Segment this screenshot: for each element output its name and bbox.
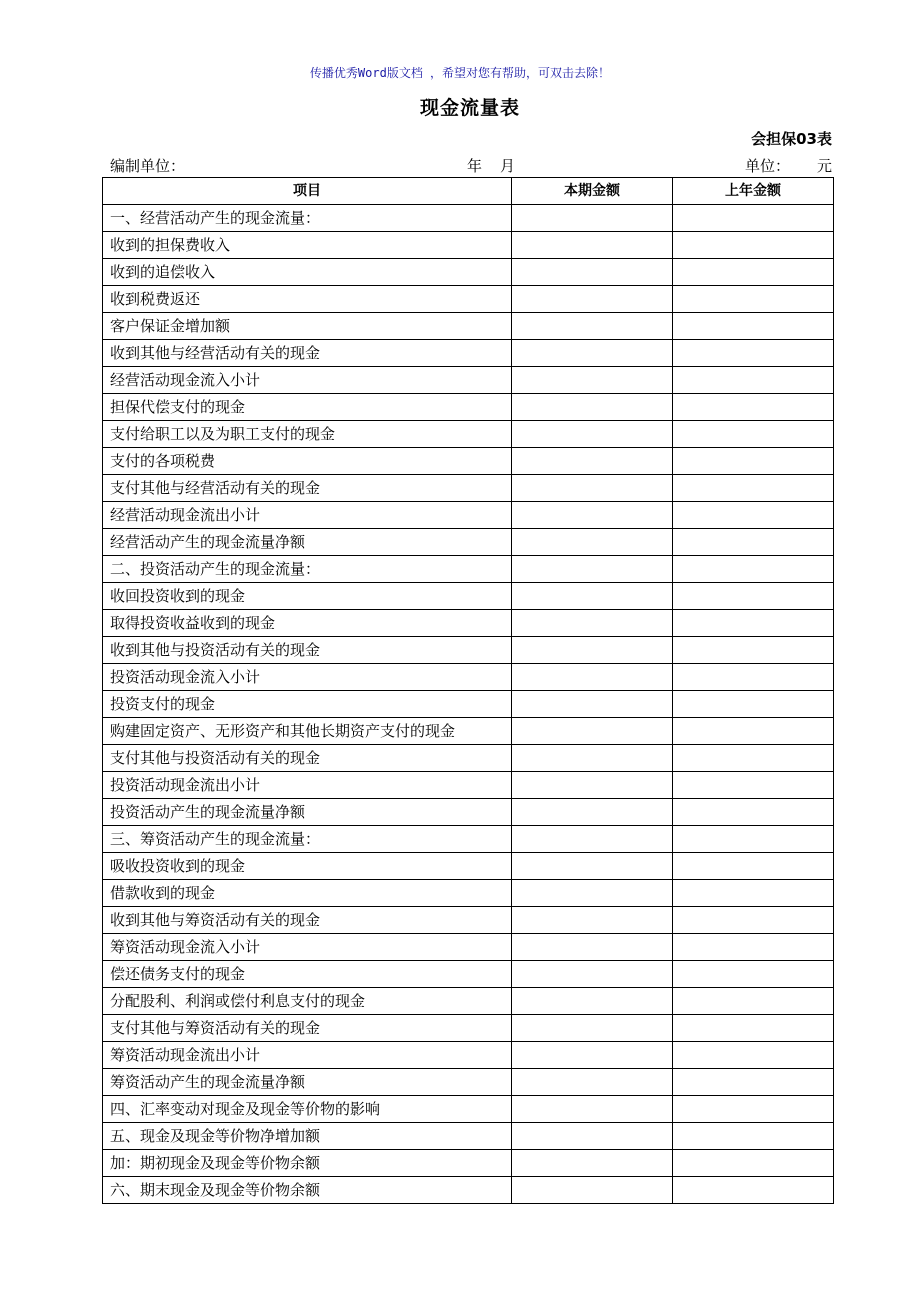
prior-year-amount-cell (673, 961, 834, 988)
prior-year-amount-cell (673, 583, 834, 610)
row-item-label: 收到的追偿收入 (103, 259, 512, 286)
prior-year-amount-cell (673, 772, 834, 799)
row-item-label: 吸收投资收到的现金 (103, 853, 512, 880)
table-row (103, 340, 834, 367)
meta-row (110, 155, 832, 175)
form-code: 会担保03表 (751, 130, 832, 148)
prior-year-amount-cell (673, 826, 834, 853)
prior-year-amount-cell (673, 907, 834, 934)
year-label: 年 (467, 157, 483, 175)
row-item-label: 一、经营活动产生的现金流量： (103, 205, 512, 232)
table-row (103, 1123, 834, 1150)
prior-year-amount-cell (673, 313, 834, 340)
row-item-label: 经营活动现金流入小计 (103, 367, 512, 394)
row-item-label: 投资支付的现金 (103, 691, 512, 718)
reporting-unit-label: 编制单位： (110, 157, 186, 175)
prior-year-amount-cell (673, 718, 834, 745)
row-item-label: 支付其他与投资活动有关的现金 (103, 745, 512, 772)
current-amount-cell (512, 205, 673, 232)
row-item-label: 收到其他与经营活动有关的现金 (103, 340, 512, 367)
prior-year-amount-cell (673, 610, 834, 637)
row-item-label: 收到其他与投资活动有关的现金 (103, 637, 512, 664)
table-row (103, 718, 834, 745)
row-item-label: 四、汇率变动对现金及现金等价物的影响 (103, 1096, 512, 1123)
table-row (103, 232, 834, 259)
row-item-label: 偿还债务支付的现金 (103, 961, 512, 988)
row-item-label: 投资活动现金流出小计 (103, 772, 512, 799)
table-row (103, 1069, 834, 1096)
current-amount-cell (512, 421, 673, 448)
row-item-label: 收到税费返还 (103, 286, 512, 313)
current-amount-cell (512, 1042, 673, 1069)
table-row (103, 799, 834, 826)
current-amount-cell (512, 664, 673, 691)
current-amount-cell (512, 583, 673, 610)
table-row (103, 1015, 834, 1042)
table-row (103, 610, 834, 637)
prior-year-amount-cell (673, 232, 834, 259)
current-amount-cell (512, 502, 673, 529)
prior-year-amount-cell (673, 880, 834, 907)
table-row (103, 529, 834, 556)
current-amount-cell (512, 745, 673, 772)
table-row (103, 502, 834, 529)
prior-year-amount-cell (673, 367, 834, 394)
prior-year-amount-cell (673, 286, 834, 313)
row-item-label: 支付的各项税费 (103, 448, 512, 475)
prior-year-amount-cell (673, 205, 834, 232)
prior-year-amount-cell (673, 1150, 834, 1177)
prior-year-amount-cell (673, 448, 834, 475)
prior-year-amount-cell (673, 556, 834, 583)
prior-year-amount-cell (673, 475, 834, 502)
prior-year-amount-cell (673, 691, 834, 718)
current-amount-cell (512, 1150, 673, 1177)
row-item-label: 筹资活动产生的现金流量净额 (103, 1069, 512, 1096)
prior-year-amount-cell (673, 529, 834, 556)
current-amount-cell (512, 367, 673, 394)
row-item-label: 投资活动产生的现金流量净额 (103, 799, 512, 826)
current-amount-cell (512, 1123, 673, 1150)
row-item-label: 分配股利、利润或偿付利息支付的现金 (103, 988, 512, 1015)
table-body (103, 205, 834, 1204)
current-amount-cell (512, 772, 673, 799)
table-row (103, 772, 834, 799)
row-item-label: 取得投资收益收到的现金 (103, 610, 512, 637)
current-amount-cell (512, 799, 673, 826)
table-row (103, 691, 834, 718)
current-amount-cell (512, 340, 673, 367)
current-amount-cell (512, 394, 673, 421)
row-item-label: 投资活动现金流入小计 (103, 664, 512, 691)
table-row (103, 313, 834, 340)
table-row (103, 961, 834, 988)
table-row (103, 1177, 834, 1204)
row-item-label: 筹资活动现金流入小计 (103, 934, 512, 961)
prior-year-amount-cell (673, 664, 834, 691)
row-item-label: 支付给职工以及为职工支付的现金 (103, 421, 512, 448)
prior-year-amount-cell (673, 988, 834, 1015)
table-row (103, 664, 834, 691)
prior-year-amount-cell (673, 1069, 834, 1096)
table-row (103, 934, 834, 961)
cash-flow-table (102, 177, 834, 1204)
table-row (103, 745, 834, 772)
prior-year-amount-cell (673, 799, 834, 826)
table-row (103, 448, 834, 475)
current-amount-cell (512, 259, 673, 286)
current-amount-cell (512, 1177, 673, 1204)
row-item-label: 三、筹资活动产生的现金流量： (103, 826, 512, 853)
table-header-row (103, 178, 834, 205)
row-item-label: 收到的担保费收入 (103, 232, 512, 259)
current-amount-cell (512, 880, 673, 907)
table-row (103, 853, 834, 880)
prior-year-amount-cell (673, 745, 834, 772)
row-item-label: 筹资活动现金流出小计 (103, 1042, 512, 1069)
current-amount-cell (512, 961, 673, 988)
current-amount-cell (512, 1096, 673, 1123)
prior-year-amount-cell (673, 1042, 834, 1069)
current-amount-cell (512, 529, 673, 556)
prior-year-amount-cell (673, 1123, 834, 1150)
row-item-label: 客户保证金增加额 (103, 313, 512, 340)
table-row (103, 286, 834, 313)
current-amount-cell (512, 907, 673, 934)
prior-year-amount-cell (673, 421, 834, 448)
current-amount-cell (512, 853, 673, 880)
prior-year-amount-cell (673, 853, 834, 880)
current-amount-cell (512, 988, 673, 1015)
table-row (103, 475, 834, 502)
currency-unit-label: 单位： (744, 157, 790, 175)
table-row (103, 1042, 834, 1069)
table-row (103, 556, 834, 583)
current-amount-cell (512, 286, 673, 313)
page-title: 现金流量表 (419, 97, 520, 119)
row-item-label: 五、现金及现金等价物净增加额 (103, 1123, 512, 1150)
current-amount-cell (512, 556, 673, 583)
table-row (103, 1150, 834, 1177)
row-item-label: 收到其他与筹资活动有关的现金 (103, 907, 512, 934)
row-item-label: 借款收到的现金 (103, 880, 512, 907)
watermark-notice: 传播优秀Word版文档 ，希望对您有帮助，可双击去除！ (309, 66, 611, 80)
table-row (103, 421, 834, 448)
prior-year-amount-cell (673, 637, 834, 664)
prior-year-amount-cell (673, 259, 834, 286)
current-amount-cell (512, 610, 673, 637)
row-item-label: 购建固定资产、无形资产和其他长期资产支付的现金 (103, 718, 512, 745)
row-item-label: 支付其他与经营活动有关的现金 (103, 475, 512, 502)
month-label: 月 (500, 157, 516, 175)
current-amount-cell (512, 637, 673, 664)
prior-year-amount-cell (673, 394, 834, 421)
prior-year-amount-cell (673, 502, 834, 529)
current-amount-cell (512, 691, 673, 718)
table-row (103, 880, 834, 907)
row-item-label: 担保代偿支付的现金 (103, 394, 512, 421)
table-row (103, 988, 834, 1015)
row-item-label: 支付其他与筹资活动有关的现金 (103, 1015, 512, 1042)
table-row (103, 826, 834, 853)
current-amount-cell (512, 1069, 673, 1096)
current-amount-cell (512, 448, 673, 475)
prior-year-amount-cell (673, 340, 834, 367)
header-item: 项目 (103, 178, 512, 205)
current-amount-cell (512, 232, 673, 259)
row-item-label: 收回投资收到的现金 (103, 583, 512, 610)
row-item-label: 经营活动产生的现金流量净额 (103, 529, 512, 556)
table-row (103, 367, 834, 394)
current-amount-cell (512, 313, 673, 340)
currency-unit: 元 (816, 157, 832, 175)
table-row (103, 394, 834, 421)
current-amount-cell (512, 1015, 673, 1042)
row-item-label: 六、期末现金及现金等价物余额 (103, 1177, 512, 1204)
header-current-amount: 本期金额 (512, 178, 673, 205)
header-prior-year-amount: 上年金额 (673, 178, 834, 205)
current-amount-cell (512, 826, 673, 853)
prior-year-amount-cell (673, 1177, 834, 1204)
table-row (103, 205, 834, 232)
row-item-label: 经营活动现金流出小计 (103, 502, 512, 529)
current-amount-cell (512, 718, 673, 745)
row-item-label: 加：期初现金及现金等价物余额 (103, 1150, 512, 1177)
table-row (103, 583, 834, 610)
row-item-label: 二、投资活动产生的现金流量： (103, 556, 512, 583)
table-row (103, 259, 834, 286)
table-row (103, 1096, 834, 1123)
table-row (103, 907, 834, 934)
current-amount-cell (512, 934, 673, 961)
prior-year-amount-cell (673, 934, 834, 961)
prior-year-amount-cell (673, 1096, 834, 1123)
table-row (103, 637, 834, 664)
current-amount-cell (512, 475, 673, 502)
prior-year-amount-cell (673, 1015, 834, 1042)
